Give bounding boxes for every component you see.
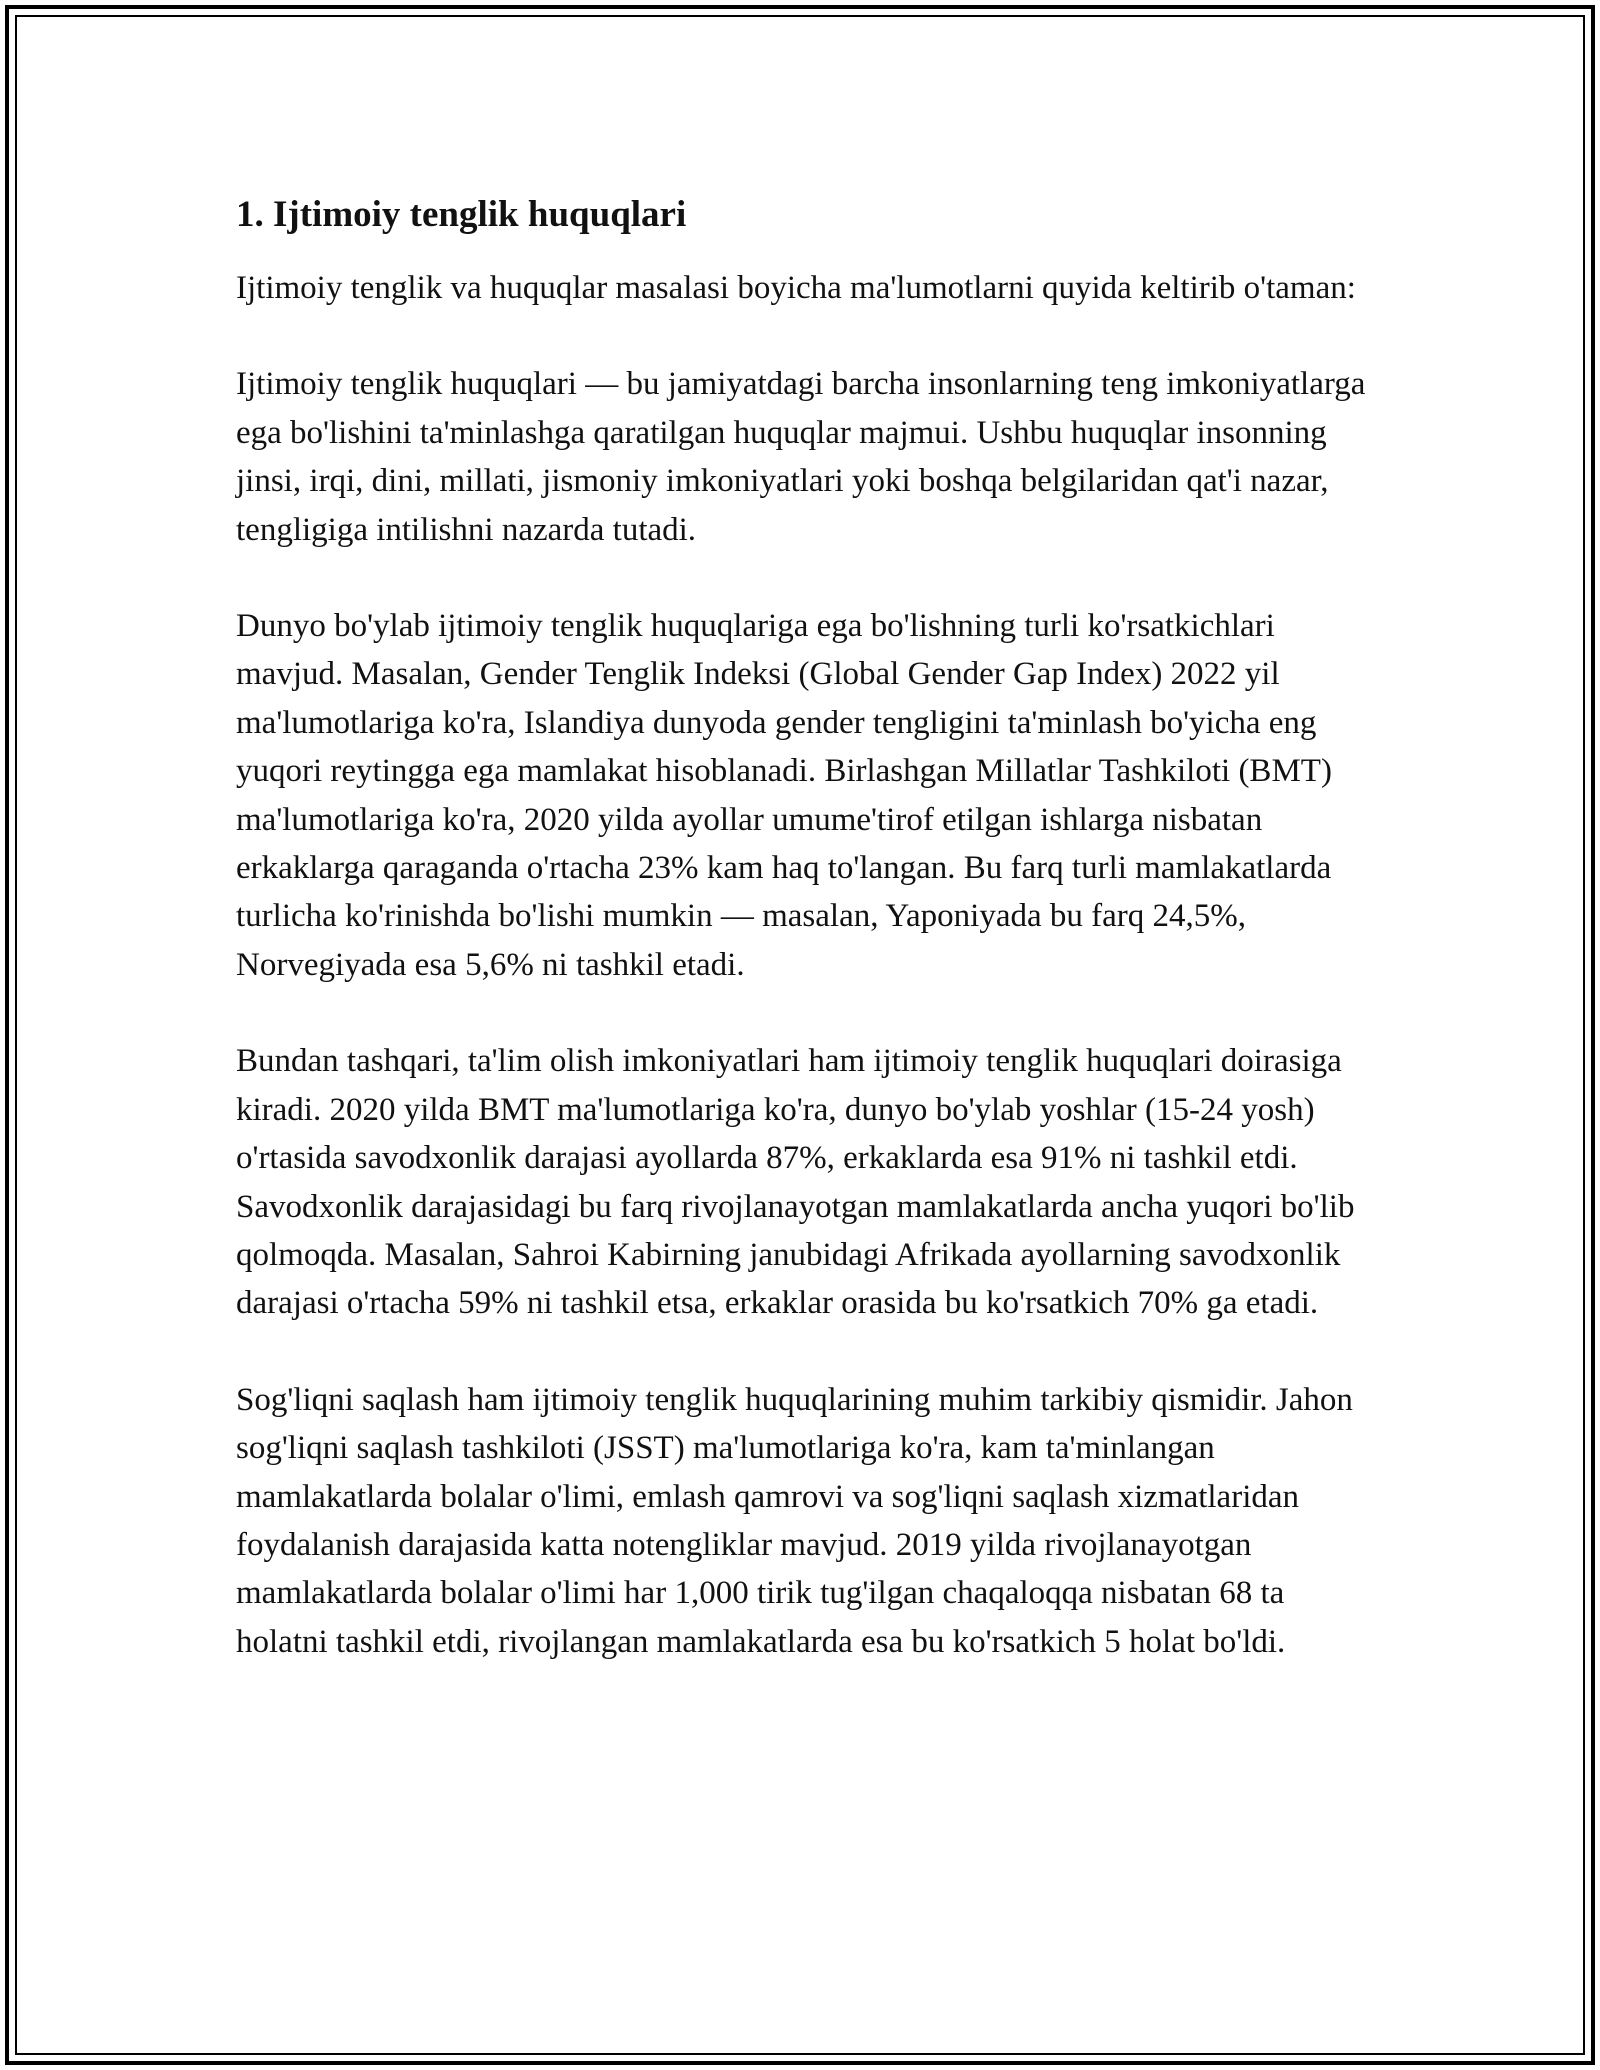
- paragraph-gender-gap: Dunyo bo'ylab ijtimoiy tenglik huquqlariga ega bo'lishning turli ko'rsatkichlari mavjud. Masalan, Gender Tenglik Indeksi (Global Gender Gap Index) 2022 yil ma'lumotlariga ko'ra, Islandiya dunyoda gender tengligini ta'minlash bo'yicha eng yuqori reytingga ega mamlakat hisoblanadi. Birlashgan Millatlar Tashkiloti (BMT) ma'lumotlariga ko'ra, 2020 yilda ayollar umume'tirof etilgan ishlarga nisbatan erkaklarga qaraganda o'rtacha 23% kam haq to'langan. Bu farq turli mamlakatlarda turlicha ko'rinishda bo'lishi mumkin — masalan, Yaponiyada bu farq 24,5%, Norvegiyada esa 5,6% ni tashkil etadi.: [236, 608, 1332, 983]
- paragraph-health: Sog'liqni saqlash ham ijtimoiy tenglik huquqlarining muhim tarkibiy qismidir. Jahon sog'liqni saqlash tashkiloti (JSST) ma'lumotlariga ko'ra, kam ta'minlangan mamlakatlarda bolalar o'limi, emlash qamrovi va sog'liqni saqlash xizmatlaridan foydalanish darajasida katta notengliklar mavjud. 2019 yilda rivojlanayotgan mamlakatlarda bolalar o'limi har 1,000 tirik tug'ilgan chaqaloqqa nisbatan 68 ta holatni tashkil etdi, rivojlangan mamlakatlarda esa bu ko'rsatkich 5 holat bo'ldi.: [236, 1381, 1353, 1660]
- section-heading: 1. Ijtimoiy tenglik huquqlari: [236, 194, 687, 235]
- paragraph-education: Bundan tashqari, ta'lim olish imkoniyatlari ham ijtimoiy tenglik huquqlari doirasiga kiradi. 2020 yilda BMT ma'lumotlariga ko'ra, dunyo bo'ylab yoshlar (15-24 yosh) o'rtasida savodxonlik darajasi ayollarda 87%, erkaklarda esa 91% ni tashkil etdi. Savodxonlik darajasidagi bu farq rivojlanayotgan mamlakatlarda ancha yuqori bo'lib qolmoqda. Masalan, Sahroi Kabirning janubidagi Afrikada ayollarning savodxonlik darajasi o'rtacha 59% ni tashkil etsa, erkaklar orasida bu ko'rsatkich 70% ga etadi.: [236, 1043, 1355, 1322]
- document-body: [236, 190, 1366, 1714]
- paragraph-intro: Ijtimoiy tenglik va huquqlar masalasi boyicha ma'lumotlarni quyida keltirib o'taman:: [236, 270, 1356, 306]
- paragraph-definition: Ijtimoiy tenglik huquqlari — bu jamiyatdagi barcha insonlarning teng imkoniyatlarga ega bo'lishini ta'minlashga qaratilgan huquqlar majmui. Ushbu huquqlar insonning jinsi, irqi, dini, millati, jismoniy imkoniyatlari yoki boshqa belgilaridan qat'i nazar, tengligiga intilishni nazarda tutadi.: [236, 366, 1366, 548]
